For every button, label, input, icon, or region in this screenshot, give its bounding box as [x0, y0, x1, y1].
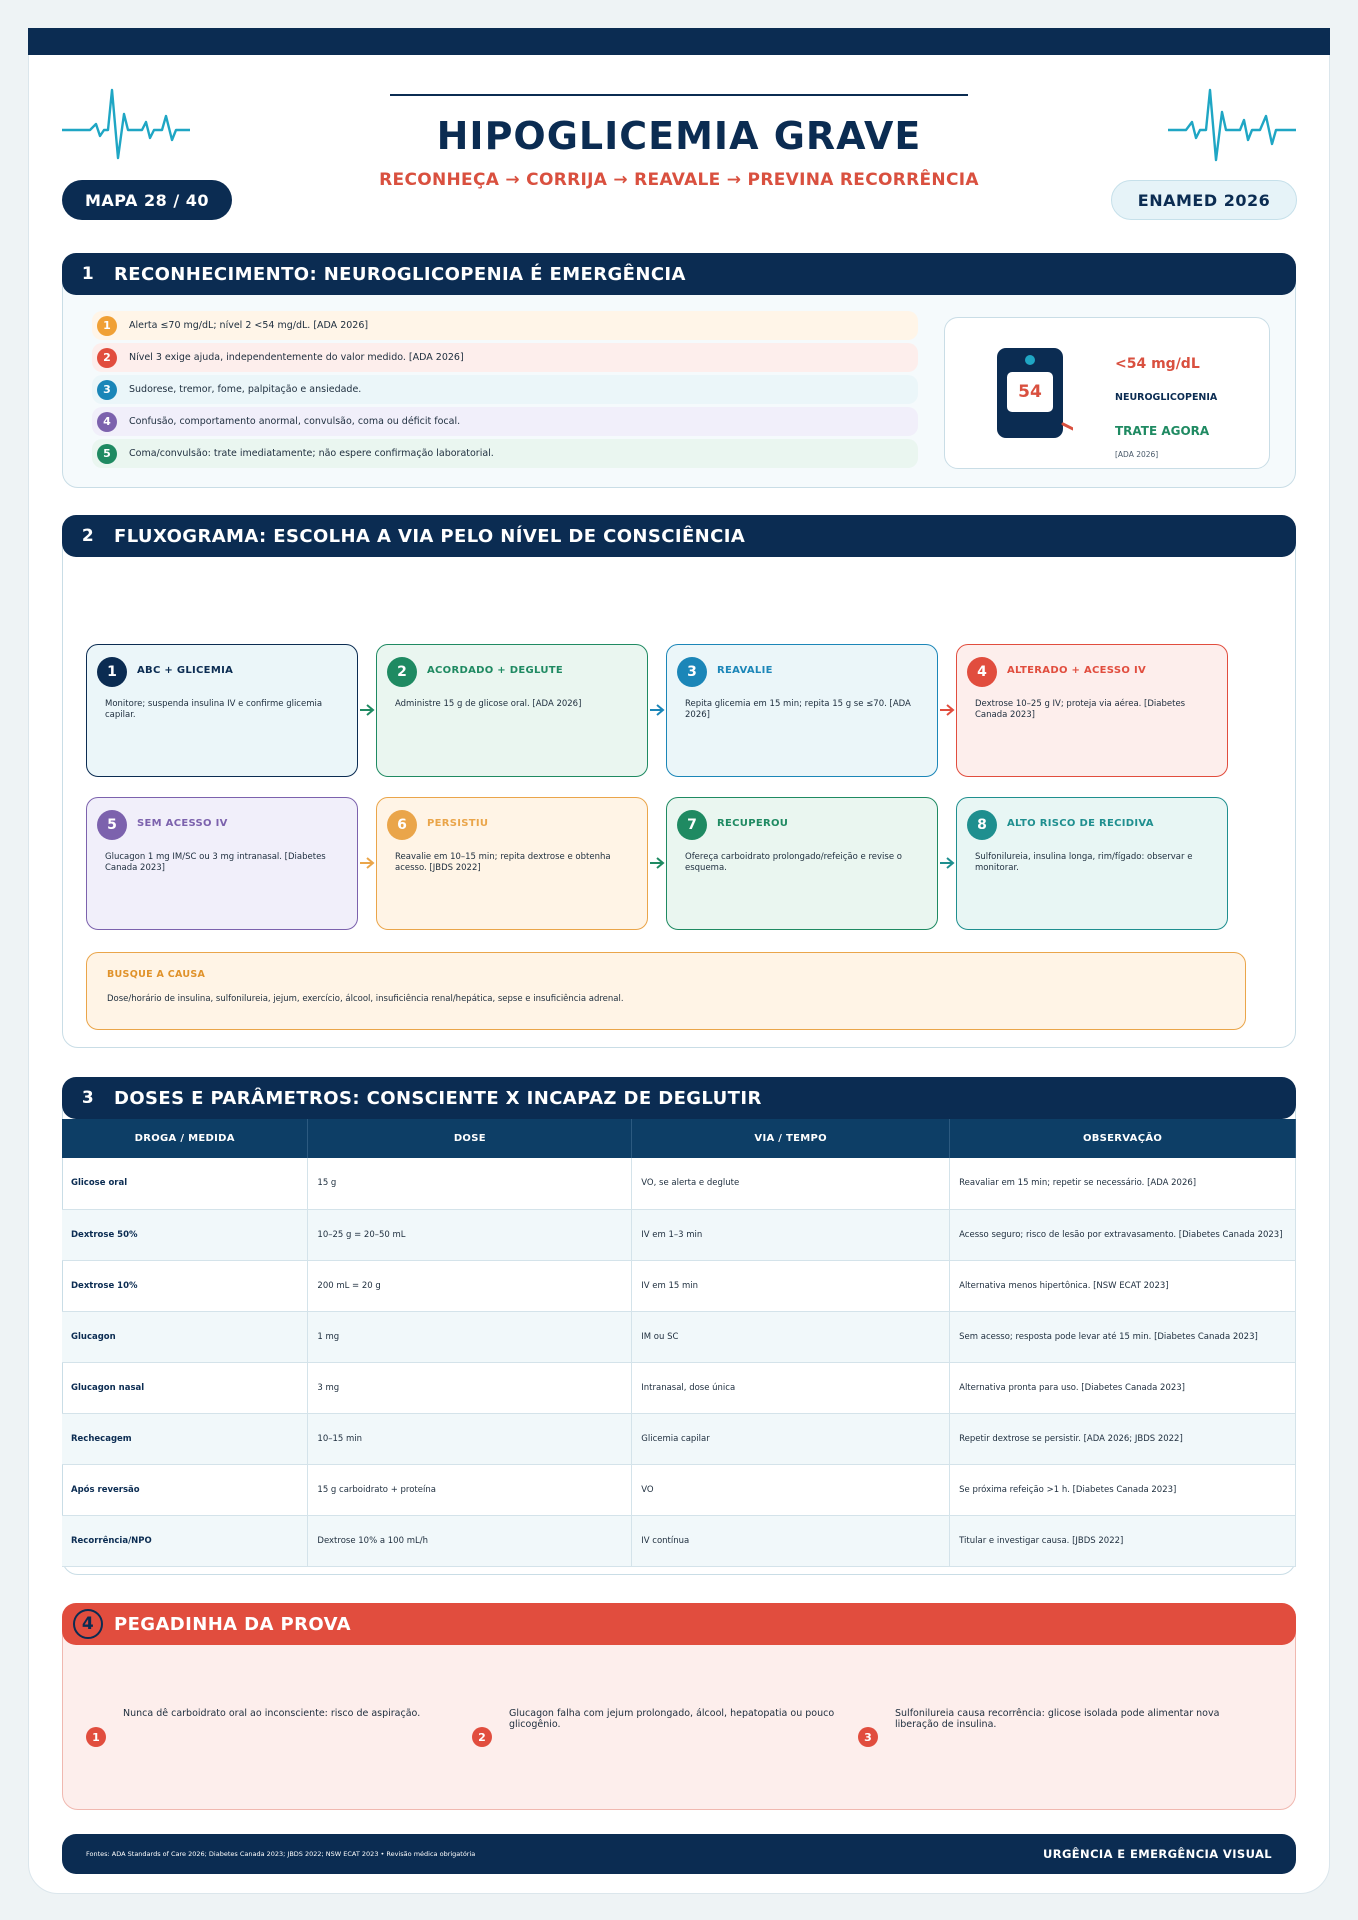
flow-step-number: 4 — [967, 657, 997, 687]
map-badge: MAPA 28 / 40 — [62, 180, 232, 220]
table-cell: Titular e investigar causa. [JBDS 2022] — [950, 1515, 1296, 1566]
flow-step-box — [956, 644, 1228, 777]
section-number-wrap — [62, 1609, 114, 1639]
glucometer-reading: 54 — [1018, 382, 1042, 402]
table-cell: IV contínua — [632, 1515, 950, 1566]
table-cell: Sem acesso; resposta pode levar até 15 min. [Diabetes Canada 2023] — [950, 1311, 1296, 1362]
table-cell: Alternativa pronta para uso. [Diabetes Canada 2023] — [950, 1362, 1296, 1413]
table-row — [62, 1464, 1296, 1515]
table-header-cell: OBSERVAÇÃO — [950, 1119, 1296, 1158]
table-cell: Intranasal, dose única — [632, 1362, 950, 1413]
table-cell: Alternativa menos hipertônica. [NSW ECAT 2023] — [950, 1260, 1296, 1311]
flow-arrow-icon — [939, 856, 955, 870]
table-cell: 10–15 min — [308, 1413, 632, 1464]
table-cell: Acesso seguro; risco de lesão por extravasamento. [Diabetes Canada 2023] — [950, 1209, 1296, 1260]
alert-item-number: 3 — [97, 380, 117, 400]
footer-bar — [62, 1834, 1296, 1874]
flow-step-text: Administre 15 g de glicose oral. [ADA 2026] — [395, 699, 582, 709]
flow-arrow-icon — [649, 856, 665, 870]
flow-arrow-icon — [649, 703, 665, 717]
meter-value-label: <54 mg/dL — [1115, 356, 1200, 372]
table-cell: Se próxima refeição >1 h. [Diabetes Canada 2023] — [950, 1464, 1296, 1515]
flow-step-text: Sulfonilureia, insulina longa, rim/fígado: observar e monitorar. — [975, 852, 1193, 873]
table-cell: 3 mg — [308, 1362, 632, 1413]
table-row — [62, 1515, 1296, 1566]
flow-step-box — [376, 797, 648, 930]
flow-step-title: PERSISTIU — [427, 818, 489, 829]
section-number: 3 — [81, 1088, 95, 1108]
table-cell: Glicemia capilar — [632, 1413, 950, 1464]
flow-arrow-icon — [359, 703, 375, 717]
table-cell: Após reversão — [62, 1464, 308, 1515]
table-row — [62, 1158, 1296, 1209]
alert-item-number: 1 — [97, 316, 117, 336]
flow-step-text: Repita glicemia em 15 min; repita 15 g se ≤70. [ADA 2026] — [685, 699, 911, 720]
trap-text: Nunca dê carboidrato oral ao inconsciente: risco de aspiração. — [123, 1708, 421, 1719]
table-row — [62, 1311, 1296, 1362]
table-row — [62, 1413, 1296, 1464]
footer-sources: Fontes: ADA Standards of Care 2026; Diabetes Canada 2023; JBDS 2022; NSW ECAT 2023 • Revisão médica obrigatória — [86, 1850, 476, 1858]
page-title: HIPOGLICEMIA GRAVE — [436, 114, 922, 158]
trap-number: 3 — [858, 1727, 878, 1747]
table-cell: Recorrência/NPO — [62, 1515, 308, 1566]
table-cell: Glicose oral — [62, 1158, 308, 1209]
alert-item — [92, 311, 918, 340]
alert-item-number: 4 — [97, 412, 117, 432]
table-cell: Rechecagem — [62, 1413, 308, 1464]
trap-text: Glucagon falha com jejum prolongado, álcool, hepatopatia ou pouco glicogênio. — [509, 1708, 835, 1731]
table-cell: Dextrose 10% a 100 mL/h — [308, 1515, 632, 1566]
table-row — [62, 1260, 1296, 1311]
section-title: FLUXOGRAMA: ESCOLHA A VIA PELO NÍVEL DE CONSCIÊNCIA — [114, 525, 746, 547]
section-number: 4 — [73, 1609, 103, 1639]
trap-number: 2 — [472, 1727, 492, 1747]
table-cell: VO, se alerta e deglute — [632, 1158, 950, 1209]
alert-item-text: Confusão, comportamento anormal, convulsão, coma ou déficit focal. — [129, 416, 461, 427]
alert-item — [92, 343, 918, 372]
alert-item — [92, 407, 918, 436]
alert-item-text: Coma/convulsão: trate imediatamente; não espere confirmação laboratorial. — [129, 448, 494, 459]
table-header-cell: DROGA / MEDIDA — [62, 1119, 308, 1158]
meter-source: [ADA 2026] — [1115, 450, 1159, 459]
flow-step-number: 5 — [97, 810, 127, 840]
flow-step-title: ALTERADO + ACESSO IV — [1007, 665, 1146, 676]
flow-step-text: Dextrose 10–25 g IV; proteja via aérea. [Diabetes Canada 2023] — [975, 699, 1186, 720]
alert-item-text: Nível 3 exige ajuda, independentemente do valor medido. [ADA 2026] — [129, 352, 464, 363]
flow-step-text: Monitore; suspenda insulina IV e confirme glicemia capilar. — [105, 699, 323, 720]
flow-step-box — [666, 644, 938, 777]
section-title: RECONHECIMENTO: NEUROGLICOPENIA É EMERGÊNCIA — [114, 263, 686, 285]
flow-step-text: Ofereça carboidrato prolongado/refeição e revise o esquema. — [685, 852, 902, 873]
table-cell: Reavaliar em 15 min; repetir se necessário. [ADA 2026] — [950, 1158, 1296, 1209]
alert-item — [92, 375, 918, 404]
table-cell: Dextrose 10% — [62, 1260, 308, 1311]
find-cause-title: BUSQUE A CAUSA — [107, 969, 206, 980]
table-cell: 15 g — [308, 1158, 632, 1209]
table-cell: Dextrose 50% — [62, 1209, 308, 1260]
flow-step-title: SEM ACESSO IV — [137, 818, 228, 829]
table-cell: IV em 15 min — [632, 1260, 950, 1311]
table-cell: IV em 1–3 min — [632, 1209, 950, 1260]
find-cause-box — [86, 952, 1246, 1030]
flow-step-box — [86, 797, 358, 930]
page-subtitle: RECONHEÇA → CORRIJA → REAVALE → PREVINA RECORRÊNCIA — [379, 170, 979, 190]
table-row — [62, 1362, 1296, 1413]
flow-arrow-icon — [359, 856, 375, 870]
section-recognition-header — [62, 253, 1296, 295]
flow-step-text: Glucagon 1 mg IM/SC ou 3 mg intranasal. [Diabetes Canada 2023] — [105, 852, 326, 873]
flow-step-box — [86, 644, 358, 777]
trap-number: 1 — [86, 1727, 106, 1747]
header-rule — [390, 94, 968, 96]
flow-step-title: RECUPEROU — [717, 818, 789, 829]
flow-step-title: ACORDADO + DEGLUTE — [427, 665, 563, 676]
table-cell: Glucagon nasal — [62, 1362, 308, 1413]
table-cell: 200 mL = 20 g — [308, 1260, 632, 1311]
table-header-cell: DOSE — [308, 1119, 632, 1158]
flow-step-box — [376, 644, 648, 777]
alert-item-number: 5 — [97, 444, 117, 464]
flow-step-number: 7 — [677, 810, 707, 840]
section-number: 1 — [81, 264, 95, 284]
table-row — [62, 1209, 1296, 1260]
table-header-cell: VIA / TEMPO — [632, 1119, 950, 1158]
flow-step-number: 6 — [387, 810, 417, 840]
table-cell: Repetir dextrose se persistir. [ADA 2026; JBDS 2022] — [950, 1413, 1296, 1464]
alert-item-text: Sudorese, tremor, fome, palpitação e ansiedade. — [129, 384, 362, 395]
section-doses-header — [62, 1077, 1296, 1119]
flow-step-number: 1 — [97, 657, 127, 687]
table-cell: VO — [632, 1464, 950, 1515]
top-bar — [28, 28, 1330, 55]
find-cause-text: Dose/horário de insulina, sulfonilureia, jejum, exercício, álcool, insuficiência renal/hepática, sepse e insuficiência adrenal. — [107, 994, 624, 1004]
table-cell: 10–25 g = 20–50 mL — [308, 1209, 632, 1260]
doses-table — [62, 1119, 1296, 1567]
flow-step-title: ALTO RISCO DE RECIDIVA — [1007, 818, 1154, 829]
flow-step-number: 3 — [677, 657, 707, 687]
flow-step-number: 2 — [387, 657, 417, 687]
flow-step-number: 8 — [967, 810, 997, 840]
alert-item — [92, 439, 918, 468]
trap-text: Sulfonilureia causa recorrência: glicose isolada pode alimentar nova liberação de insulina. — [895, 1708, 1220, 1731]
section-title: DOSES E PARÂMETROS: CONSCIENTE X INCAPAZ DE DEGLUTIR — [114, 1087, 762, 1109]
flow-step-box — [666, 797, 938, 930]
flow-arrow-icon — [939, 703, 955, 717]
footer-brand: URGÊNCIA E EMERGÊNCIA VISUAL — [1042, 1847, 1272, 1861]
table-cell: 15 g carboidrato + proteína — [308, 1464, 632, 1515]
section-flowchart-header — [62, 515, 1296, 557]
flow-step-title: ABC + GLICEMIA — [137, 665, 234, 676]
flow-step-title: REAVALIE — [717, 665, 773, 676]
table-cell: 1 mg — [308, 1311, 632, 1362]
table-cell: IM ou SC — [632, 1311, 950, 1362]
flow-step-text: Reavalie em 10–15 min; repita dextrose e obtenha acesso. [JBDS 2022] — [395, 852, 611, 873]
section-title: PEGADINHA DA PROVA — [114, 1613, 352, 1635]
table-cell: Glucagon — [62, 1311, 308, 1362]
alert-item-text: Alerta ≤70 mg/dL; nível 2 <54 mg/dL. [ADA 2026] — [129, 320, 369, 331]
meter-action-label: TRATE AGORA — [1115, 424, 1210, 438]
alert-item-number: 2 — [97, 348, 117, 368]
section-number: 2 — [81, 526, 95, 546]
section-traps-header — [62, 1603, 1296, 1645]
meter-state-label: NEUROGLICOPENIA — [1115, 392, 1218, 403]
flow-step-box — [956, 797, 1228, 930]
glucometer-card — [944, 317, 1270, 469]
exam-badge: ENAMED 2026 — [1111, 180, 1297, 220]
